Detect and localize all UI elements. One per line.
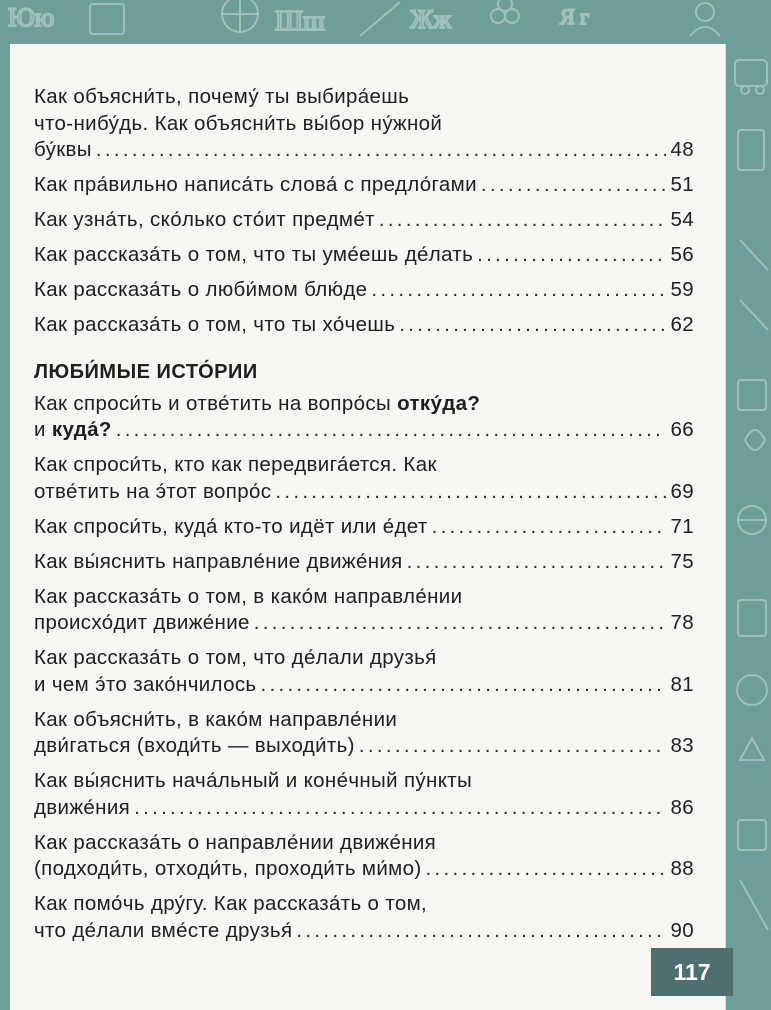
toc-entry[interactable]: [34, 830, 694, 883]
toc-entry[interactable]: [34, 768, 694, 821]
toc-entry-last-line: [34, 856, 694, 883]
toc-entry-last-line: [34, 207, 694, 234]
toc-dot-leader: [254, 610, 667, 637]
toc-entry-text: что де́лали вме́сте друзья́: [34, 918, 293, 942]
toc-entry-last-line: [34, 549, 694, 576]
toc-dot-leader: [134, 795, 666, 822]
section-heading: ЛЮБИ́МЫЕ ИСТО́РИИ: [34, 360, 258, 383]
toc-entry[interactable]: [34, 645, 694, 698]
toc-entry-last-line: [34, 479, 694, 506]
toc-page-number: 83: [670, 734, 694, 757]
toc-dot-leader: [432, 514, 667, 541]
toc-page-number: 88: [670, 857, 694, 880]
toc-entry[interactable]: [34, 707, 694, 760]
toc-entry-last-line: [34, 242, 694, 269]
toc-entry[interactable]: [34, 452, 694, 505]
letters-icon: Юю: [8, 3, 55, 32]
toc-entry-text: Как спроси́ть, куда́ кто-то идёт или е́дет: [34, 514, 428, 538]
toc-entry-last-line: [34, 277, 694, 304]
toc-entry-text: и чем э́то зако́нчилось: [34, 672, 257, 696]
toc-page-number: 66: [670, 418, 694, 441]
toc-entry-last-line: [34, 417, 694, 444]
toc-dot-leader: [296, 918, 666, 945]
toc-entry[interactable]: [34, 242, 694, 269]
toc-entry-last-line: [34, 137, 694, 164]
toc-entry-text: Как вы́яснить направле́ние движе́ния: [34, 549, 403, 573]
toc-dot-leader: [371, 277, 666, 304]
toc-entry[interactable]: [34, 514, 694, 541]
svg-text:Жж: Жж: [410, 5, 452, 34]
toc-entry-text: Как спроси́ть и отве́тить на вопро́сы: [34, 391, 398, 415]
toc-entry-keyword: отку́да?: [397, 391, 481, 415]
toc-entry-text: Как пра́вильно написа́ть слова́ с предло́гами: [34, 173, 477, 196]
toc-page-number: 71: [670, 514, 694, 538]
toc-entry-text: отве́тить на э́тот вопро́с: [34, 479, 272, 503]
toc-dot-leader: [379, 207, 667, 234]
toc-entry[interactable]: [34, 584, 694, 637]
toc-entry-last-line: [34, 918, 694, 945]
toc-dot-leader: [481, 172, 667, 199]
page-number-badge: [651, 948, 733, 996]
toc-entry-line: Как помо́чь дру́гу. Как рассказа́ть о том,: [34, 892, 428, 915]
toc-page-number: 62: [670, 313, 694, 336]
toc-dot-leader: [260, 672, 666, 699]
toc-entry-line: Как вы́яснить нача́льный и коне́чный пу́нкты: [34, 769, 473, 792]
toc-entry-text: Как рассказа́ть о люби́мом блю́де: [34, 278, 368, 301]
toc-entry-line: что-нибу́дь. Как объясни́ть вы́бор ну́жной: [34, 111, 443, 135]
toc-entry-last-line: [34, 672, 694, 699]
toc-entry-line: Как рассказа́ть о том, что де́лали друзья́: [34, 646, 437, 669]
page-number: 117: [673, 958, 711, 985]
toc-entry-line: Как спроси́ть, кто как передвига́ется. Как: [34, 453, 437, 476]
toc-entry[interactable]: [34, 312, 694, 339]
toc-entry-line: Как объясни́ть, почему́ ты выбира́ешь: [34, 85, 410, 108]
toc-page-number: 69: [670, 479, 694, 503]
toc-dot-leader: [426, 856, 667, 883]
toc-entry-line: [34, 391, 694, 418]
toc-entry-text: происхо́дит движе́ние: [34, 611, 250, 634]
toc-page-number: 78: [670, 611, 694, 634]
toc-entry-text: дви́гаться (входи́ть — выходи́ть): [34, 734, 355, 757]
toc-entry-text: Как рассказа́ть о том, что ты хо́чешь: [34, 313, 396, 336]
toc-entry-line: Как рассказа́ть о том, в како́м направле́нии: [34, 584, 463, 608]
table-of-contents: [34, 84, 694, 953]
toc-dot-leader: [96, 137, 667, 164]
toc-entry[interactable]: [34, 172, 694, 199]
toc-dot-leader: [399, 312, 666, 339]
toc-entry-text-part: и: [34, 418, 52, 441]
toc-entry[interactable]: [34, 277, 694, 304]
toc-page-number: 90: [670, 918, 694, 942]
toc-entry-last-line: [34, 514, 694, 541]
toc-entry-line: Как объясни́ть, в како́м направле́нии: [34, 707, 398, 731]
toc-entry-last-line: [34, 610, 694, 637]
toc-entry[interactable]: [34, 549, 694, 576]
svg-text:Шш: Шш: [275, 6, 325, 37]
toc-entry-last-line: [34, 312, 694, 339]
toc-page-number: 56: [670, 243, 694, 266]
toc-page-number: 54: [670, 208, 694, 231]
toc-entry-text: бу́квы: [34, 138, 92, 161]
toc-dot-leader: [477, 242, 666, 269]
toc-entry-keyword: куда́?: [51, 418, 112, 441]
toc-entry-text: [34, 417, 112, 444]
toc-entry-text: движе́ния: [34, 795, 131, 819]
toc-entry[interactable]: [34, 207, 694, 234]
toc-page-number: 75: [670, 549, 694, 573]
toc-entry-line: Как рассказа́ть о направле́нии движе́ния: [34, 830, 437, 854]
toc-entry[interactable]: [34, 391, 694, 444]
toc-entry-last-line: [34, 795, 694, 822]
toc-entry[interactable]: [34, 84, 694, 164]
toc-page-number: 81: [670, 672, 694, 696]
toc-entry-last-line: [34, 733, 694, 760]
toc-entry-text: (подходи́ть, отходи́ть, проходи́ть ми́мо): [34, 857, 422, 880]
svg-text:Я г: Я г: [560, 4, 590, 29]
toc-dot-leader: [275, 479, 666, 506]
toc-entry-last-line: [34, 172, 694, 199]
toc-dot-leader: [116, 417, 667, 444]
toc-page-number: 86: [670, 795, 694, 819]
toc-page-number: 48: [670, 138, 694, 161]
toc-entry[interactable]: [34, 891, 694, 944]
toc-page-number: 59: [670, 278, 694, 301]
toc-entry-text: Как рассказа́ть о том, что ты уме́ешь де́лать: [34, 243, 474, 266]
toc-dot-leader: [407, 549, 667, 576]
toc-entry-text: Как узна́ть, ско́лько сто́ит предме́т: [34, 208, 375, 231]
toc-dot-leader: [359, 733, 667, 760]
toc-page-number: 51: [670, 173, 694, 196]
